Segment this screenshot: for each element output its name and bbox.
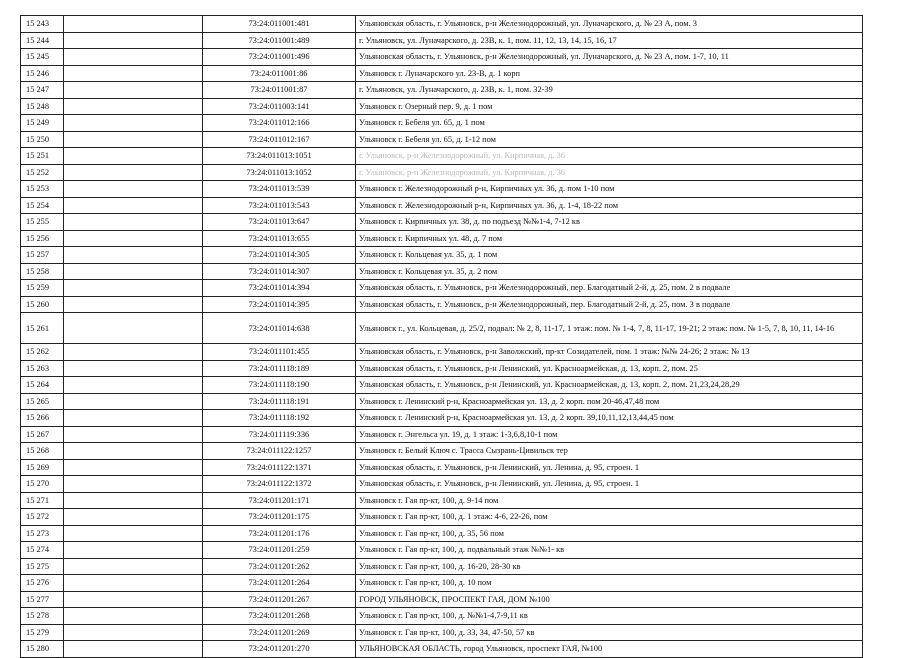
table-row xyxy=(21,443,863,460)
cadastral-number-cell: 73:24:011001:86 xyxy=(203,65,356,82)
table-row xyxy=(21,410,863,427)
row-number-cell: 15 271 xyxy=(21,492,64,509)
empty-cell xyxy=(64,16,203,33)
empty-cell xyxy=(64,591,203,608)
empty-cell xyxy=(64,65,203,82)
row-number-cell: 15 249 xyxy=(21,115,64,132)
row-number-cell: 15 245 xyxy=(21,49,64,66)
address-cell: Ульяновская область, г. Ульяновск, р-н Ленинский, ул. Красноармейская, д. 13, корп. 2, пом. 21,23,24,28,29 xyxy=(356,377,863,394)
address-cell: Ульяновск г. Кольцевая ул. 35, д. 1 пом xyxy=(356,247,863,264)
address-cell: Ульяновск г. Ленинский р-н, Красноармейская ул. 13, д. 2 корп. 39,10,11,12,13,44,45 пом xyxy=(356,410,863,427)
empty-cell xyxy=(64,558,203,575)
row-number-cell: 15 272 xyxy=(21,509,64,526)
address-cell: Ульяновск г. Железнодорожный р-н, Кирпичных ул. 36, д. 1-4, 18-22 пом xyxy=(356,197,863,214)
empty-cell xyxy=(64,426,203,443)
cadastral-number-cell: 73:24:011014:395 xyxy=(203,296,356,313)
empty-cell xyxy=(64,131,203,148)
cadastral-number-cell: 73:24:011013:539 xyxy=(203,181,356,198)
table-row xyxy=(21,115,863,132)
empty-cell xyxy=(64,542,203,559)
table-row xyxy=(21,98,863,115)
register-table-body xyxy=(21,16,863,658)
address-cell: Ульяновская область, г. Ульяновск, р-н Заволжский, пр-кт Созидателей, пом. 1 этаж: №№ 24-26; 2 этаж: № 13 xyxy=(356,344,863,361)
row-number-cell: 15 252 xyxy=(21,164,64,181)
table-row xyxy=(21,247,863,264)
table-row xyxy=(21,148,863,165)
row-number-cell: 15 257 xyxy=(21,247,64,264)
address-cell: Ульяновская область, г. Ульяновск, р-н Железнодорожный, пер. Благодатный 2-й, д. 25, пом. 2 в подвале xyxy=(356,280,863,297)
cadastral-number-cell: 73:24:011014:307 xyxy=(203,263,356,280)
cadastral-number-cell: 73:24:011201:259 xyxy=(203,542,356,559)
cadastral-number-cell: 73:24:011201:264 xyxy=(203,575,356,592)
cadastral-number-cell: 73:24:011014:394 xyxy=(203,280,356,297)
empty-cell xyxy=(64,476,203,493)
cadastral-number-cell: 73:24:011201:176 xyxy=(203,525,356,542)
table-row xyxy=(21,164,863,181)
address-cell: Ульяновск г. Гая пр-кт, 100, д. 33, 34, 47-50, 57 кв xyxy=(356,624,863,641)
table-row xyxy=(21,32,863,49)
table-row xyxy=(21,65,863,82)
table-row xyxy=(21,230,863,247)
empty-cell xyxy=(64,410,203,427)
address-cell: Ульяновск г. Гая пр-кт, 100, д. 35, 56 пом xyxy=(356,525,863,542)
table-row xyxy=(21,624,863,641)
table-row xyxy=(21,558,863,575)
empty-cell xyxy=(64,98,203,115)
row-number-cell: 15 256 xyxy=(21,230,64,247)
row-number-cell: 15 244 xyxy=(21,32,64,49)
address-cell: Ульяновская область, г. Ульяновск, р-н Железнодорожный, ул. Луначарского, д. № 23 А, пом. 3 xyxy=(356,16,863,33)
cadastral-number-cell: 73:24:011013:1051 xyxy=(203,148,356,165)
cadastral-number-cell: 73:24:011014:305 xyxy=(203,247,356,264)
table-row xyxy=(21,509,863,526)
address-cell: Ульяновская область, г. Ульяновск, р-н Железнодорожный, пер. Благодатный 2-й, д. 25, пом. 3 в подвале xyxy=(356,296,863,313)
address-cell: Ульяновск г. Кольцевая ул. 35, д. 2 пом xyxy=(356,263,863,280)
empty-cell xyxy=(64,509,203,526)
empty-cell xyxy=(64,377,203,394)
row-number-cell: 15 270 xyxy=(21,476,64,493)
cadastral-number-cell: 73:24:011122:1257 xyxy=(203,443,356,460)
address-cell: Ульяновск г. Ленинский р-н, Красноармейская ул. 13, д. 2 корп. пом 20-46,47,48 пом xyxy=(356,393,863,410)
table-row xyxy=(21,16,863,33)
row-number-cell: 15 269 xyxy=(21,459,64,476)
address-cell: Ульяновск г. Гая пр-кт, 100, д. 10 пом xyxy=(356,575,863,592)
address-cell: Ульяновск г. Гая пр-кт, 100, д. 16-20, 28-30 кв xyxy=(356,558,863,575)
row-number-cell: 15 263 xyxy=(21,360,64,377)
empty-cell xyxy=(64,247,203,264)
cadastral-number-cell: 73:24:011119:336 xyxy=(203,426,356,443)
address-cell: ГОРОД УЛЬЯНОВСК, ПРОСПЕКТ ГАЯ, ДОМ №100 xyxy=(356,591,863,608)
empty-cell xyxy=(64,32,203,49)
cadastral-number-cell: 73:24:011014:638 xyxy=(203,313,356,344)
table-row xyxy=(21,525,863,542)
cadastral-number-cell: 73:24:011122:1372 xyxy=(203,476,356,493)
cadastral-number-cell: 73:24:011122:1371 xyxy=(203,459,356,476)
row-number-cell: 15 264 xyxy=(21,377,64,394)
empty-cell xyxy=(64,459,203,476)
cadastral-number-cell: 73:24:011013:647 xyxy=(203,214,356,231)
table-row xyxy=(21,575,863,592)
row-number-cell: 15 277 xyxy=(21,591,64,608)
row-number-cell: 15 247 xyxy=(21,82,64,99)
address-cell: Ульяновская область, г. Ульяновск, р-н Ленинский, ул. Ленина, д. 95, строен. 1 xyxy=(356,459,863,476)
row-number-cell: 15 251 xyxy=(21,148,64,165)
address-cell: Ульяновск г. Белый Ключ с. Трасса Сызрань-Цивильск тер xyxy=(356,443,863,460)
row-number-cell: 15 259 xyxy=(21,280,64,297)
empty-cell xyxy=(64,263,203,280)
empty-cell xyxy=(64,197,203,214)
table-row xyxy=(21,181,863,198)
table-row xyxy=(21,131,863,148)
empty-cell xyxy=(64,344,203,361)
table-row xyxy=(21,542,863,559)
address-cell: Ульяновск г. Гая пр-кт, 100, д. 9-14 пом xyxy=(356,492,863,509)
address-cell: Ульяновск г. Бебеля ул. 65, д. 1-12 пом xyxy=(356,131,863,148)
address-cell: Ульяновск г. Бебеля ул. 65, д. 1 пом xyxy=(356,115,863,132)
row-number-cell: 15 274 xyxy=(21,542,64,559)
cadastral-number-cell: 73:24:011201:269 xyxy=(203,624,356,641)
address-cell: Ульяновск г., ул. Кольцевая, д. 25/2, подвал: № 2, 8, 11-17, 1 этаж: пом. № 1-4, 7, 8, 11-17, 19-21; 2 этаж: пом. № 1-5, 7, 8, 10, 11, 14-16 xyxy=(356,313,863,344)
empty-cell xyxy=(64,280,203,297)
empty-cell xyxy=(64,443,203,460)
empty-cell xyxy=(64,608,203,625)
empty-cell xyxy=(64,148,203,165)
cadastral-number-cell: 73:24:011118:190 xyxy=(203,377,356,394)
cadastral-number-cell: 73:24:011001:489 xyxy=(203,32,356,49)
cadastral-number-cell: 73:24:011118:189 xyxy=(203,360,356,377)
table-row xyxy=(21,263,863,280)
table-row xyxy=(21,214,863,231)
table-row xyxy=(21,197,863,214)
cadastral-number-cell: 73:24:011013:1052 xyxy=(203,164,356,181)
row-number-cell: 15 250 xyxy=(21,131,64,148)
table-row xyxy=(21,393,863,410)
address-cell: Ульяновская область, г. Ульяновск, р-н Железнодорожный, ул. Луначарского, д. № 23 А, пом. 1-7, 10, 11 xyxy=(356,49,863,66)
address-cell: Ульяновск г. Озерный пер. 9, д. 1 пом xyxy=(356,98,863,115)
address-cell: УЛЬЯНОВСКАЯ ОБЛАСТЬ, город Ульяновск, проспект ГАЯ, №100 xyxy=(356,641,863,658)
table-row xyxy=(21,641,863,658)
address-cell: Ульяновск г. Кирпичных ул. 38, д. по подъезд №№1-4, 7-12 кв xyxy=(356,214,863,231)
cadastral-number-cell: 73:24:011201:171 xyxy=(203,492,356,509)
cadastral-number-cell: 73:24:011001:496 xyxy=(203,49,356,66)
address-cell: г. Ульяновск, ул. Луначарского, д. 23В, к. 1, пом. 11, 12, 13, 14, 15, 16, 17 xyxy=(356,32,863,49)
table-row xyxy=(21,313,863,344)
row-number-cell: 15 280 xyxy=(21,641,64,658)
cadastral-number-cell: 73:24:011201:267 xyxy=(203,591,356,608)
table-row xyxy=(21,459,863,476)
address-cell: г. Ульяновск, р-н Железнодорожный, ул. Кирпичная, д. 36 xyxy=(356,148,863,165)
empty-cell xyxy=(64,393,203,410)
row-number-cell: 15 253 xyxy=(21,181,64,198)
empty-cell xyxy=(64,641,203,658)
row-number-cell: 15 273 xyxy=(21,525,64,542)
row-number-cell: 15 266 xyxy=(21,410,64,427)
property-register-table xyxy=(20,15,863,658)
address-cell: г. Ульяновск, р-н Железнодорожный, ул. Кирпичная, д. 36 xyxy=(356,164,863,181)
row-number-cell: 15 279 xyxy=(21,624,64,641)
table-row xyxy=(21,591,863,608)
table-row xyxy=(21,492,863,509)
row-number-cell: 15 260 xyxy=(21,296,64,313)
address-cell: Ульяновская область, г. Ульяновск, р-н Ленинский, ул. Ленина, д. 95, строен. 1 xyxy=(356,476,863,493)
table-row xyxy=(21,608,863,625)
empty-cell xyxy=(64,525,203,542)
row-number-cell: 15 268 xyxy=(21,443,64,460)
empty-cell xyxy=(64,214,203,231)
row-number-cell: 15 262 xyxy=(21,344,64,361)
cadastral-number-cell: 73:24:011201:270 xyxy=(203,641,356,658)
cadastral-number-cell: 73:24:011012:166 xyxy=(203,115,356,132)
cadastral-number-cell: 73:24:011118:191 xyxy=(203,393,356,410)
address-cell: Ульяновск г. Гая пр-кт, 100, д. №№1-4,7-9,11 кв xyxy=(356,608,863,625)
empty-cell xyxy=(64,296,203,313)
row-number-cell: 15 255 xyxy=(21,214,64,231)
empty-cell xyxy=(64,360,203,377)
address-cell: Ульяновск г. Луначарского ул. 23-В, д. 1 корп xyxy=(356,65,863,82)
empty-cell xyxy=(64,624,203,641)
table-row xyxy=(21,360,863,377)
empty-cell xyxy=(64,49,203,66)
table-row xyxy=(21,344,863,361)
row-number-cell: 15 275 xyxy=(21,558,64,575)
cadastral-number-cell: 73:24:011201:175 xyxy=(203,509,356,526)
cadastral-number-cell: 73:24:011201:262 xyxy=(203,558,356,575)
row-number-cell: 15 258 xyxy=(21,263,64,280)
table-row xyxy=(21,82,863,99)
address-cell: Ульяновск г. Гая пр-кт, 100, д. 1 этаж: 4-6, 22-26, пом xyxy=(356,509,863,526)
table-row xyxy=(21,426,863,443)
address-cell: Ульяновск г. Кирпичных ул. 48, д. 7 пом xyxy=(356,230,863,247)
cadastral-number-cell: 73:24:011001:481 xyxy=(203,16,356,33)
empty-cell xyxy=(64,82,203,99)
cadastral-number-cell: 73:24:011012:167 xyxy=(203,131,356,148)
row-number-cell: 15 265 xyxy=(21,393,64,410)
empty-cell xyxy=(64,164,203,181)
table-row xyxy=(21,296,863,313)
cadastral-number-cell: 73:24:011003:141 xyxy=(203,98,356,115)
table-row xyxy=(21,280,863,297)
address-cell: Ульяновская область, г. Ульяновск, р-н Ленинский, ул. Красноармейская, д. 13, корп. 2, пом. 25 xyxy=(356,360,863,377)
row-number-cell: 15 267 xyxy=(21,426,64,443)
empty-cell xyxy=(64,181,203,198)
empty-cell xyxy=(64,575,203,592)
empty-cell xyxy=(64,492,203,509)
cadastral-number-cell: 73:24:011118:192 xyxy=(203,410,356,427)
cadastral-number-cell: 73:24:011201:268 xyxy=(203,608,356,625)
row-number-cell: 15 246 xyxy=(21,65,64,82)
cadastral-number-cell: 73:24:011001:87 xyxy=(203,82,356,99)
cadastral-number-cell: 73:24:011013:655 xyxy=(203,230,356,247)
table-row xyxy=(21,476,863,493)
row-number-cell: 15 254 xyxy=(21,197,64,214)
empty-cell xyxy=(64,230,203,247)
cadastral-number-cell: 73:24:011013:543 xyxy=(203,197,356,214)
cadastral-number-cell: 73:24:011101:455 xyxy=(203,344,356,361)
table-row xyxy=(21,377,863,394)
empty-cell xyxy=(64,313,203,344)
row-number-cell: 15 248 xyxy=(21,98,64,115)
address-cell: Ульяновск г. Энгельса ул. 19, д. 1 этаж: 1-3,6,8,10-1 пом xyxy=(356,426,863,443)
row-number-cell: 15 278 xyxy=(21,608,64,625)
row-number-cell: 15 243 xyxy=(21,16,64,33)
row-number-cell: 15 276 xyxy=(21,575,64,592)
address-cell: Ульяновск г. Железнодорожный р-н, Кирпичных ул. 36, д. пом 1-10 пом xyxy=(356,181,863,198)
row-number-cell: 15 261 xyxy=(21,313,64,344)
address-cell: Ульяновск г. Гая пр-кт, 100, д. подвальный этаж №№1- кв xyxy=(356,542,863,559)
address-cell: г. Ульяновск, ул. Луначарского, д. 23В, к. 1, пом. 32-39 xyxy=(356,82,863,99)
empty-cell xyxy=(64,115,203,132)
table-row xyxy=(21,49,863,66)
